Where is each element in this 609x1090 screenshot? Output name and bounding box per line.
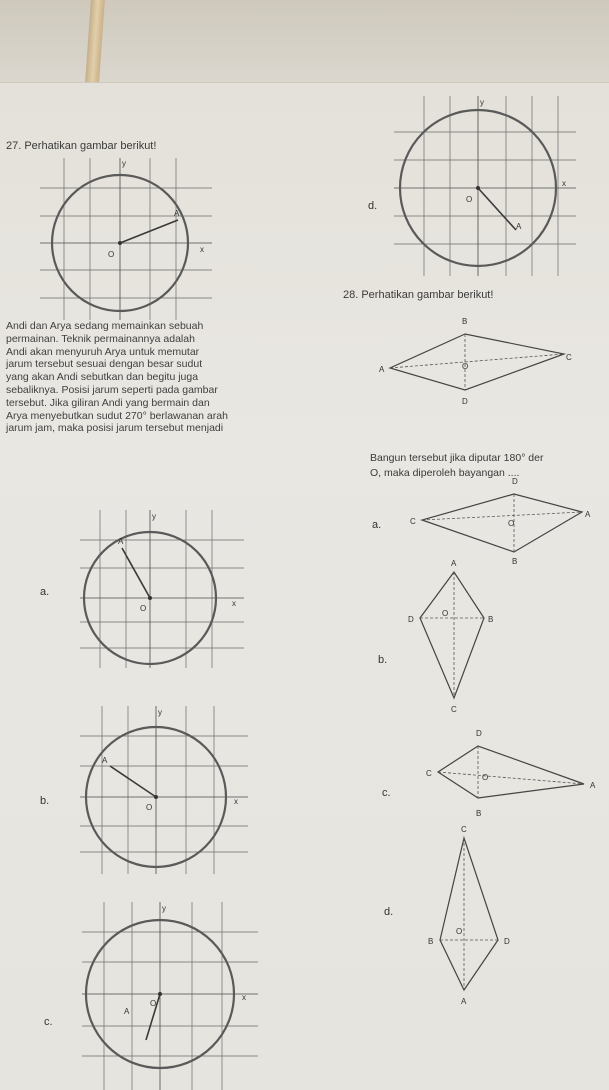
svg-text:O: O — [140, 604, 147, 613]
q27-option-c-clock[interactable] — [82, 902, 258, 1090]
svg-text:x: x — [562, 179, 566, 188]
svg-text:D: D — [512, 477, 518, 486]
svg-text:A: A — [590, 781, 596, 790]
q28-option-b-label[interactable]: b. — [378, 654, 388, 666]
svg-text:A: A — [451, 559, 457, 568]
q27-paragraph: Andi dan Arya sedang memainkan sebuah permainan. Teknik permainannya adalah Andi akan menyuruh Arya untuk memutar jarum tersebut sesuai dengan besar sudut yang akan Andi sebutkan dan begitu juga sebaliknya. Posisi jarum seperti pada gambar tersebut. Jika giliran Andi yang bermain dan Arya menyebutkan sudut 270° berlawanan arah jarum jam, maka posisi jarum tersebut menjadi — [6, 320, 228, 435]
svg-text:B: B — [428, 937, 434, 946]
svg-text:B: B — [462, 317, 468, 326]
origin-label: O — [108, 250, 115, 259]
svg-text:C: C — [426, 769, 432, 778]
svg-text:D: D — [476, 729, 482, 738]
svg-text:y: y — [152, 512, 156, 521]
q28-option-c-label[interactable]: c. — [382, 787, 391, 799]
q27-option-c-label[interactable]: c. — [44, 1016, 53, 1028]
svg-text:y: y — [480, 98, 484, 107]
svg-text:x: x — [200, 245, 204, 254]
q27-option-d-label[interactable]: d. — [368, 200, 378, 212]
q28-option-a-label[interactable]: a. — [372, 519, 382, 531]
q28-option-b-kite[interactable] — [390, 556, 510, 716]
svg-text:A: A — [461, 997, 467, 1006]
svg-text:D: D — [462, 397, 468, 406]
svg-text:A: A — [174, 209, 180, 218]
svg-text:O: O — [508, 519, 515, 528]
svg-text:O: O — [146, 803, 153, 812]
svg-text:O: O — [150, 999, 157, 1008]
q27-option-d-clock[interactable] — [394, 96, 576, 276]
svg-text:D: D — [408, 615, 414, 624]
svg-text:A: A — [585, 510, 591, 519]
q27-main-clock — [40, 158, 212, 320]
svg-text:B: B — [476, 809, 482, 818]
svg-text:B: B — [512, 557, 518, 566]
q28-option-d-kite[interactable] — [412, 822, 532, 1008]
svg-text:B: B — [488, 615, 494, 624]
svg-text:C: C — [451, 705, 457, 714]
svg-text:A: A — [379, 365, 385, 374]
svg-text:y: y — [162, 904, 166, 913]
svg-text:C: C — [461, 825, 467, 834]
svg-text:x: x — [232, 599, 236, 608]
svg-text:A: A — [118, 537, 124, 546]
svg-text:D: D — [504, 937, 510, 946]
q27-option-b-clock[interactable] — [80, 706, 248, 874]
svg-text:A: A — [124, 1007, 130, 1016]
question-27-title: 27. Perhatikan gambar berikut! — [6, 140, 157, 152]
question-28-title: 28. Perhatikan gambar berikut! — [343, 289, 494, 301]
svg-text:A: A — [516, 222, 522, 231]
svg-text:O: O — [442, 609, 449, 618]
svg-text:y: y — [122, 159, 126, 168]
q28-option-c-kite[interactable] — [414, 724, 608, 828]
svg-text:O: O — [466, 195, 473, 204]
svg-text:O: O — [462, 362, 469, 371]
svg-text:O: O — [456, 927, 463, 936]
q28-option-a-kite[interactable] — [406, 460, 604, 568]
svg-text:A: A — [102, 756, 108, 765]
q27-option-b-label[interactable]: b. — [40, 795, 50, 807]
svg-text:C: C — [566, 353, 572, 362]
q28-option-d-label[interactable]: d. — [384, 906, 394, 918]
q27-option-a-clock[interactable] — [80, 510, 244, 668]
svg-text:y: y — [158, 708, 162, 717]
svg-text:O: O — [482, 773, 489, 782]
q28-question-line-2: O, maka diperoleh bayangan .... — [370, 467, 520, 479]
svg-text:C: C — [410, 517, 416, 526]
q28-main-kite — [378, 310, 578, 410]
q27-option-a-label[interactable]: a. — [40, 586, 50, 598]
q28-question-line-1: Bangun tersebut jika diputar 180° der — [370, 452, 544, 464]
svg-text:x: x — [242, 993, 246, 1002]
svg-text:x: x — [234, 797, 238, 806]
